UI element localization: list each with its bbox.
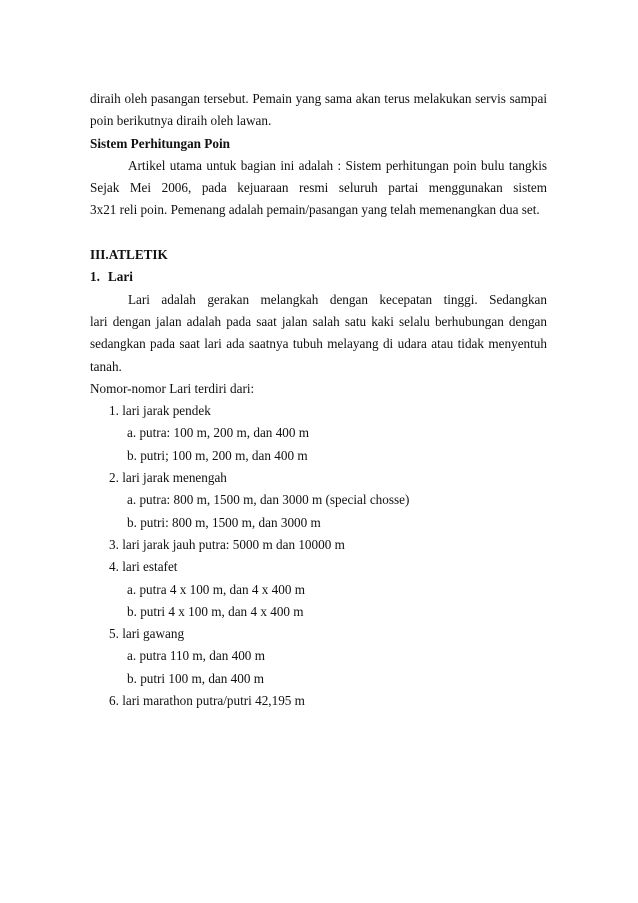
list-subitem: b. putri; 100 m, 200 m, dan 400 m [127,447,308,463]
paragraph-line: Artikel utama untuk bagian ini adalah : Sistem perhitungan poin bulu tangkis [128,157,547,173]
list-subitem: a. putra 110 m, dan 400 m [127,648,265,664]
paragraph-line: Lari adalah gerakan melangkah dengan kecepatan tinggi. Sedangkan [128,291,547,307]
list-subitem: a. putra 4 x 100 m, dan 4 x 400 m [127,581,306,597]
list-item: 5. lari gawang [109,626,185,642]
paragraph-line: poin berikutnya diraih oleh lawan. [90,113,272,129]
subheading-lari [90,266,547,288]
paragraph-line: diraih oleh pasangan tersebut. Pemain yang sama akan terus melakukan servis sampai [90,91,547,106]
paragraph-line: tanah. [90,358,122,374]
list-item: 3. lari jarak jauh putra: 5000 m dan 10000 m [109,536,345,552]
subheading-sistem-perhitungan: Sistem Perhitungan Poin [90,135,230,151]
document-page [90,88,547,712]
subheading-number: 1. [90,269,100,285]
list-subitem: a. putra: 800 m, 1500 m, dan 3000 m (special chosse) [127,492,410,508]
section-heading-atletik: III.ATLETIK [90,247,168,263]
subheading-title: Lari [108,269,133,285]
list-subitem: b. putri: 800 m, 1500 m, dan 3000 m [127,514,321,530]
spacer [90,222,547,244]
paragraph-line: sedangkan pada saat lari ada saatnya tubuh melayang di udara atau tidak menyentuh [90,336,547,352]
list-subitem: a. putra: 100 m, 200 m, dan 400 m [127,425,310,441]
list-subitem: b. putri 4 x 100 m, dan 4 x 400 m [127,603,304,619]
list-item: 1. lari jarak pendek [109,403,211,419]
paragraph-line: lari dengan jalan adalah pada saat jalan salah satu kaki selalu berhubungan dengan [90,313,547,329]
list-intro: Nomor-nomor Lari terdiri dari: [90,380,255,396]
list-item: 2. lari jarak menengah [109,470,227,486]
running-events-list [90,400,547,712]
paragraph-line: Sejak Mei 2006, pada kejuaraan resmi seluruh partai menggunakan sistem [90,180,547,196]
paragraph-line: 3x21 reli poin. Pemenang adalah pemain/pasangan yang telah memenangkan dua set. [90,202,540,218]
list-subitem: b. putri 100 m, dan 400 m [127,670,264,686]
list-item: 4. lari estafet [109,559,178,575]
list-item: 6. lari marathon putra/putri 42,195 m [109,693,305,709]
